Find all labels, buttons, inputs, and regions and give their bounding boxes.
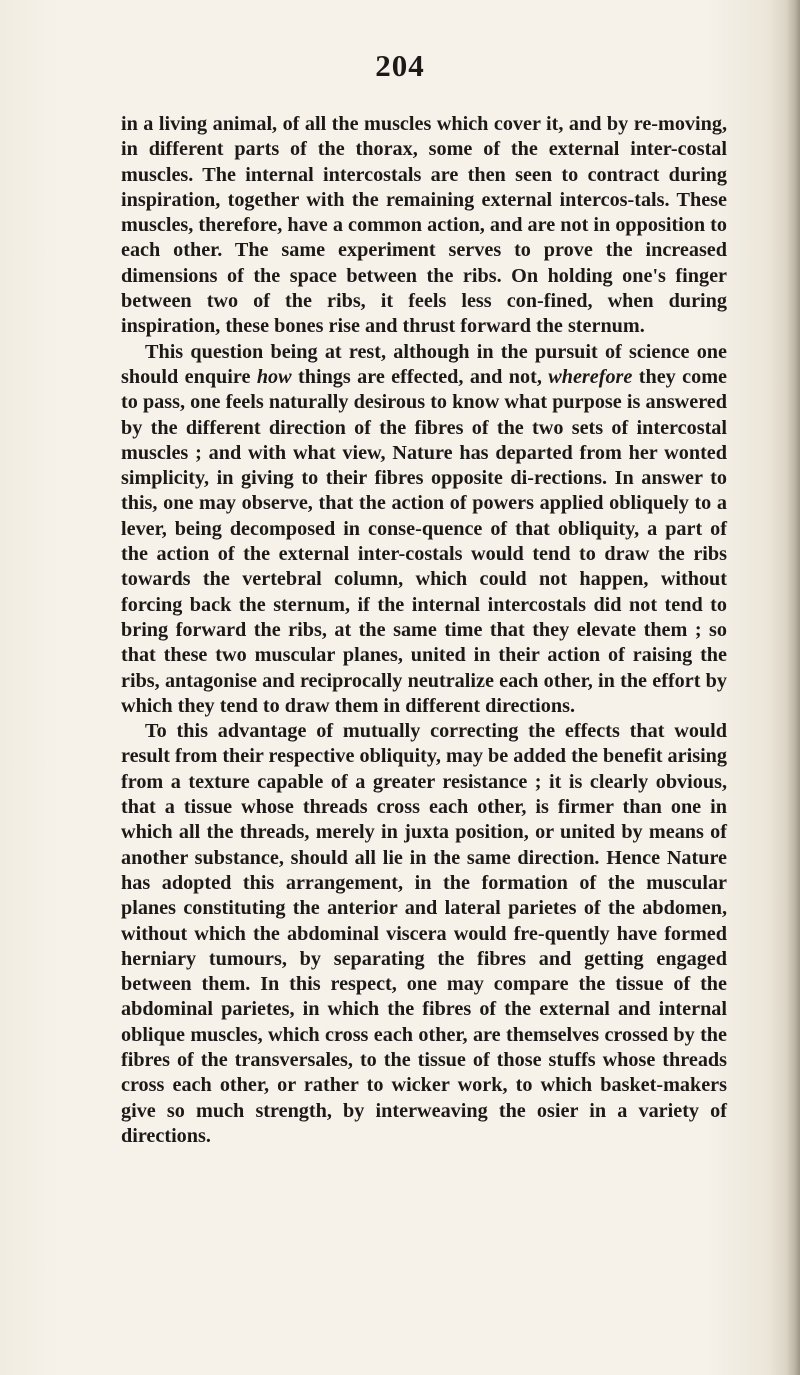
paragraph-2-text: things are effected, and not, — [291, 365, 549, 388]
page-number: 204 — [375, 48, 425, 83]
paragraph-2 — [121, 340, 727, 719]
page-edge-shadow — [786, 0, 800, 1375]
paragraph-3-text: To this advantage of mutually correcting the effects that would result from their respective obliquity, may be added the benefit arising from a texture capable of a greater resistance ; it is clearly obvious, that a tissue whose threads cross each other, is firmer than one in which all the threads, merely in juxta position, or united by means of another substance, should all lie in the same direction. Hence Nature has adopted this arrangement, in the formation of the muscular planes constituting the anterior and lateral parietes of the abdomen, without which the abdominal viscera would fre-quently have formed herniary tumours, by separating the fibres and getting engaged between them. In this respect, one may compare the tissue of the abdominal parietes, in which the fibres of the external and internal oblique muscles, which cross each other, are themselves crossed by the fibres of the transversales, to the tissue of those stuffs whose threads cross each other, or rather to wicker work, to which basket-makers give so much strength, by interweaving the osier in a variety of directions. — [121, 720, 727, 1147]
italic-word-wherefore: wherefore — [548, 365, 633, 388]
paragraph-3 — [121, 719, 727, 1149]
paragraph-2-text: they come to pass, one feels naturally desirous to know what purpose is answered by the different direction of the fibres of the two sets of intercostal muscles ; and with what view, Nature has departed from her wonted simplicity, in giving to their fibres opposite di-rections. In answer to this, one may observe, that the action of powers applied obliquely to a lever, being decomposed in conse-quence of that obliquity, a part of the action of the external inter-costals would tend to draw the ribs towards the vertebral column, which could not happen, without forcing back the sternum, if the internal intercostals did not tend to bring forward the ribs, at the same time that they elevate them ; so that these two muscular planes, united in their action of raising the ribs, antagonise and reciprocally neutralize each other, in the effort by which they tend to draw them in different directions. — [121, 365, 727, 717]
paragraph-2-text: This question being at rest, although in the pursuit of science one should enquire — [121, 340, 727, 388]
paragraph-1 — [121, 112, 727, 340]
italic-word-how: how — [256, 365, 292, 388]
body-text — [121, 112, 727, 1149]
paragraph-1-text: in a living animal, of all the muscles which cover it, and by re-moving, in different parts of the thorax, some of the external inter-costal muscles. The internal intercostals are then seen to contract during inspiration, together with the remaining external intercos-tals. These muscles, therefore, have a common action, and are not in opposition to each other. The same experiment serves to prove the increased dimensions of the space between the ribs. On holding one's finger between two of the ribs, it feels less con-fined, when during inspiration, these bones rise and thrust forward the sternum. — [121, 113, 727, 338]
